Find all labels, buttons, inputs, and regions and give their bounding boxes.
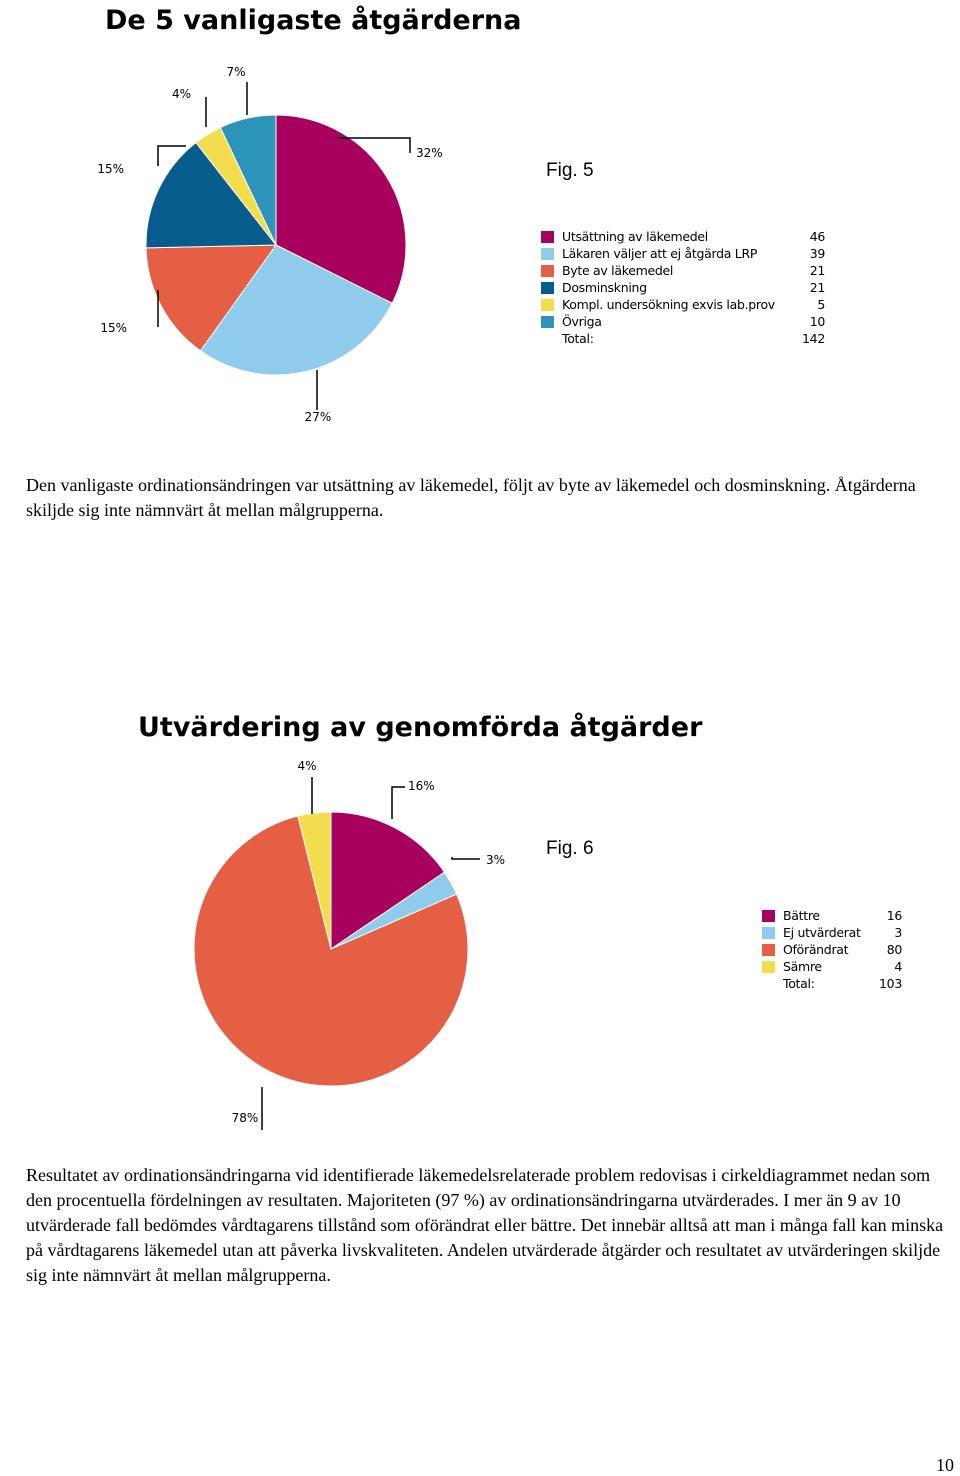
- legend-item: [541, 229, 825, 246]
- legend-label: Total:: [562, 331, 594, 346]
- leader-line: [392, 787, 405, 819]
- legend-swatch: [541, 316, 554, 328]
- legend-label: Total:: [783, 976, 815, 991]
- legend-swatch: [541, 265, 554, 277]
- body-paragraph: Resultatet av ordinationsändringarna vid identifierade läkemedelsrelaterade problem redovisas i cirkeldiagrammet nedan som den procentuella fördelningen av resultaten. Majoriteten (97 %) av ordinationsändringarna utvärderades. I mer än 9 av 10 utvärderade fall bedömdes vårdtagarens tillstånd som oförändrat eller bättre. Det innebär alltså att man i många fall kan minska på vårdtagarens läkemedel utan att påverka livskvaliteten. Andelen utvärderade åtgärder och resultatet av utvärderingen skiljde sig inte nämnvärt åt mellan målgrupperna.: [26, 1165, 944, 1285]
- slice-percent-label: 15%: [97, 162, 124, 176]
- legend-label: Övriga: [562, 314, 602, 329]
- slice-percent-label: 7%: [226, 65, 246, 79]
- chart-legend: [762, 908, 902, 993]
- legend-item: [762, 908, 902, 925]
- legend-value: 142: [802, 331, 825, 346]
- legend-label: Sämre: [783, 959, 822, 974]
- slice-percent-label: 32%: [416, 146, 443, 160]
- legend-item: [541, 263, 825, 280]
- slice-percent-label: 4%: [297, 759, 317, 773]
- legend-value: 46: [809, 229, 825, 244]
- figure-label: Fig. 6: [546, 838, 594, 859]
- pie-chart: [0, 750, 560, 1140]
- legend-swatch: [762, 944, 775, 956]
- body-paragraph: Den vanligaste ordinationsändringen var utsättning av läkemedel, följt av byte av läkemedel och dosminskning. Åtgärderna skiljde sig inte nämnvärt åt mellan målgrupperna.: [26, 475, 916, 520]
- legend-swatch: [541, 282, 554, 294]
- figure-label: Fig. 5: [546, 160, 594, 181]
- legend-value: 3: [894, 925, 902, 940]
- legend-swatch: [762, 961, 775, 973]
- legend-value: 21: [809, 263, 825, 278]
- slice-percent-label: 15%: [100, 321, 127, 335]
- legend-swatch: [541, 248, 554, 260]
- legend-item: [762, 976, 902, 993]
- legend-swatch: [762, 910, 775, 922]
- legend-item: [541, 297, 825, 314]
- legend-label: Dosminskning: [562, 280, 647, 295]
- page-number: 10: [936, 1455, 954, 1475]
- legend-label: Kompl. undersökning exvis lab.prov: [562, 297, 775, 312]
- legend-label: Ej utvärderat: [783, 925, 861, 940]
- chart-title: De 5 vanligaste åtgärderna: [105, 5, 522, 36]
- legend-value: 21: [809, 280, 825, 295]
- slice-percent-label: 4%: [171, 87, 191, 101]
- legend-swatch: [541, 231, 554, 243]
- legend-value: 4: [894, 959, 902, 974]
- legend-label: Byte av läkemedel: [562, 263, 674, 278]
- legend-swatch: [762, 927, 775, 939]
- legend-swatch: [541, 299, 554, 311]
- slice-percent-label: 16%: [408, 779, 435, 793]
- legend-label: Oförändrat: [783, 942, 849, 957]
- slice-percent-label: 3%: [486, 853, 506, 867]
- legend-label: Läkaren väljer att ej åtgärda LRP: [562, 246, 758, 261]
- legend-value: 16: [886, 908, 902, 923]
- legend-item: [541, 314, 825, 331]
- legend-value: 39: [809, 246, 825, 261]
- legend-item: [541, 331, 825, 348]
- legend-value: 5: [817, 297, 825, 312]
- legend-value: 80: [886, 942, 902, 957]
- chart-legend: [541, 229, 825, 348]
- slice-percent-label: 27%: [304, 410, 332, 424]
- legend-item: [541, 246, 825, 263]
- chart-title: Utvärdering av genomförda åtgärder: [138, 712, 703, 743]
- legend-label: Bättre: [783, 908, 820, 923]
- legend-item: [762, 959, 902, 976]
- slice-percent-label: 78%: [231, 1111, 259, 1125]
- legend-item: [762, 925, 902, 942]
- legend-item: [541, 280, 825, 297]
- pie-chart: [0, 40, 520, 440]
- legend-item: [762, 942, 902, 959]
- legend-value: 10: [809, 314, 825, 329]
- leader-line: [452, 857, 480, 859]
- legend-value: 103: [879, 976, 902, 991]
- legend-label: Utsättning av läkemedel: [562, 229, 708, 244]
